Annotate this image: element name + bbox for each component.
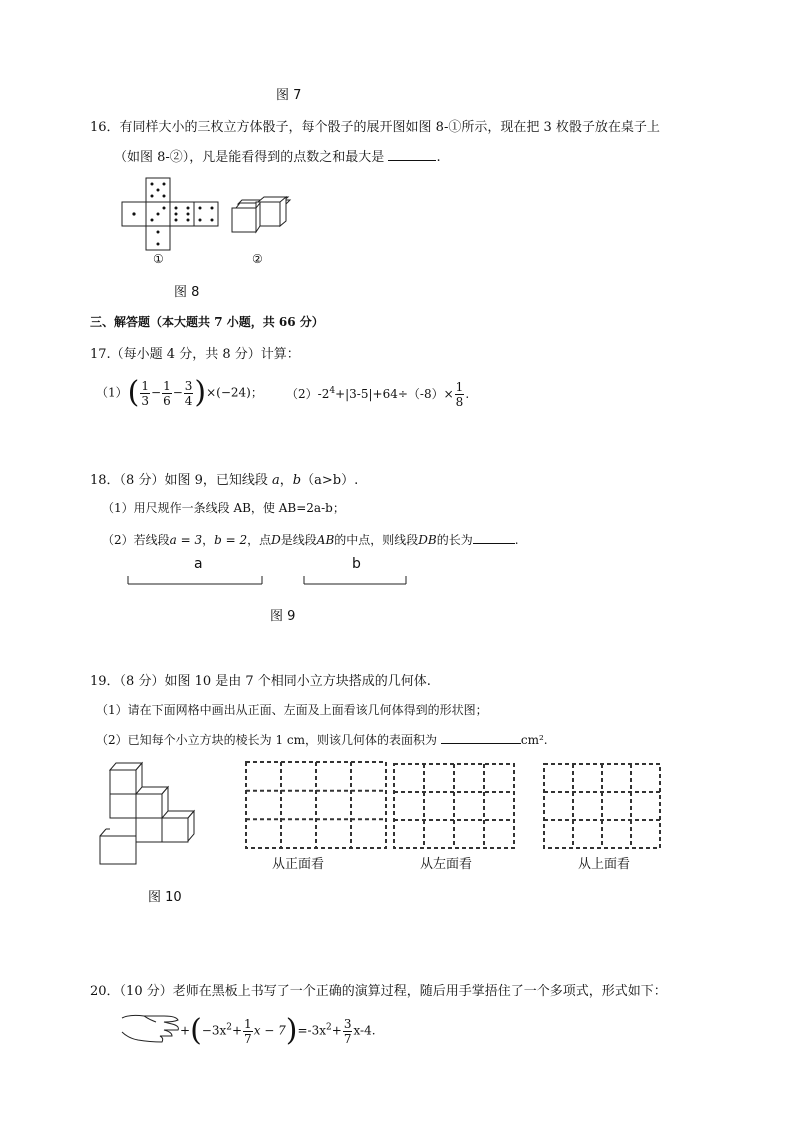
q18-answer-blank[interactable] bbox=[473, 531, 515, 544]
grid-left[interactable] bbox=[392, 762, 516, 850]
q17-p2-label: （2） bbox=[286, 387, 318, 401]
fig8-label-1: ① bbox=[153, 252, 164, 266]
q17-p1-label: （1） bbox=[96, 385, 128, 400]
q18-part2: （2）若线段a = 3，b = 2，点D是线段AB的中点，则线段DB的长为 . bbox=[102, 533, 519, 547]
cube-stack-figure bbox=[96, 760, 208, 870]
grid-top-label: 从上面看 bbox=[578, 857, 631, 872]
left-paren: ( bbox=[127, 375, 140, 410]
grid-top[interactable] bbox=[542, 762, 662, 850]
fig8-caption: 图 8 bbox=[174, 285, 200, 300]
grid-left-label: 从左面看 bbox=[420, 857, 473, 872]
q18-part1: （1）用尺规作一条线段 AB，使 AB=2a-b； bbox=[102, 501, 345, 515]
hand-icon bbox=[120, 1010, 182, 1044]
q19-answer-blank[interactable] bbox=[441, 731, 521, 744]
fig10-caption: 图 10 bbox=[148, 890, 182, 905]
section3-note: （本大题共 7 小题，共 66 分） bbox=[150, 315, 324, 329]
three-dice-figure bbox=[228, 196, 294, 238]
grid-front-label: 从正面看 bbox=[272, 857, 325, 872]
frac-3-7: $\frac{3}{7}$ bbox=[343, 1016, 352, 1046]
q17-part2: $(2)-2^4+|3-5|+64\div(-8)\times$ $\frac{1}{8}$ . bbox=[286, 380, 470, 409]
q20-header: 20．（10 分）老师在黑板上书写了一个正确的演算过程，随后用手掌捂住了一个多项式，形式如下： bbox=[90, 984, 667, 999]
q16-line2 bbox=[114, 146, 441, 165]
q18-header: 18．（8 分）如图 9，已知线段 a，b（a>b）. bbox=[90, 473, 359, 488]
fig7-caption: 图 7 bbox=[276, 88, 302, 103]
frac-3-4: $\frac{3}{4}$ bbox=[184, 378, 193, 408]
fig9-caption: 图 9 bbox=[270, 609, 296, 624]
q16-number: 16． bbox=[90, 120, 120, 135]
fig8-label-2: ② bbox=[252, 252, 263, 266]
section3-header bbox=[90, 313, 324, 330]
q16-text-line1: 有同样大小的三枚立方体骰子，每个骰子的展开图如图 8-①所示，现在把 3 枚骰子放在桌子上 bbox=[119, 120, 660, 135]
frac-1-8: $\frac{1}{8}$ bbox=[455, 380, 464, 409]
q17-p1-tail: ×(−24)； bbox=[206, 385, 263, 400]
frac-1-3: $\frac{1}{3}$ bbox=[141, 378, 149, 408]
q19-header: 19．（8 分）如图 10 是由 7 个相同小立方块搭成的几何体. bbox=[90, 674, 431, 689]
q19-part1: （1）请在下面网格中画出从正面、左面及上面看该几何体得到的形状图； bbox=[96, 703, 488, 717]
segments-figure bbox=[120, 570, 420, 590]
q19-part2: （2）已知每个小立方块的棱长为 1 cm，则该几何体的表面积为 cm². bbox=[96, 733, 548, 747]
dice-net-figure bbox=[118, 176, 228, 256]
frac-1-7: $\frac{1}{7}$ bbox=[244, 1016, 252, 1046]
frac-1-6: $\frac{1}{6}$ bbox=[163, 378, 171, 408]
q17-part1: （1）( $\frac{1}{3}$ − $\frac{1}{6}$ − $\frac{3}{4}$ )×(−24)； bbox=[96, 375, 263, 410]
q17-header: 17.（每小题 4 分，共 8 分）计算： bbox=[90, 347, 300, 362]
section3-title: 三、解答题 bbox=[90, 315, 151, 329]
q16-end: . bbox=[436, 150, 441, 165]
q16-text-line2: （如图 8-②），凡是能看得到的点数之和最大是 bbox=[114, 150, 385, 165]
right-paren: ) bbox=[194, 375, 207, 410]
q16-answer-blank[interactable] bbox=[388, 148, 436, 161]
grid-front[interactable] bbox=[244, 760, 388, 850]
q20-equation: $+(-3x^2+$ $\frac{1}{7}$ $x - 7)=-3x^2+$ $\frac{3}{7}$ x-4. bbox=[180, 1013, 376, 1048]
segment-a-label: a bbox=[194, 556, 203, 572]
q16-line1 bbox=[90, 116, 660, 135]
segment-b-label: b bbox=[352, 556, 361, 572]
